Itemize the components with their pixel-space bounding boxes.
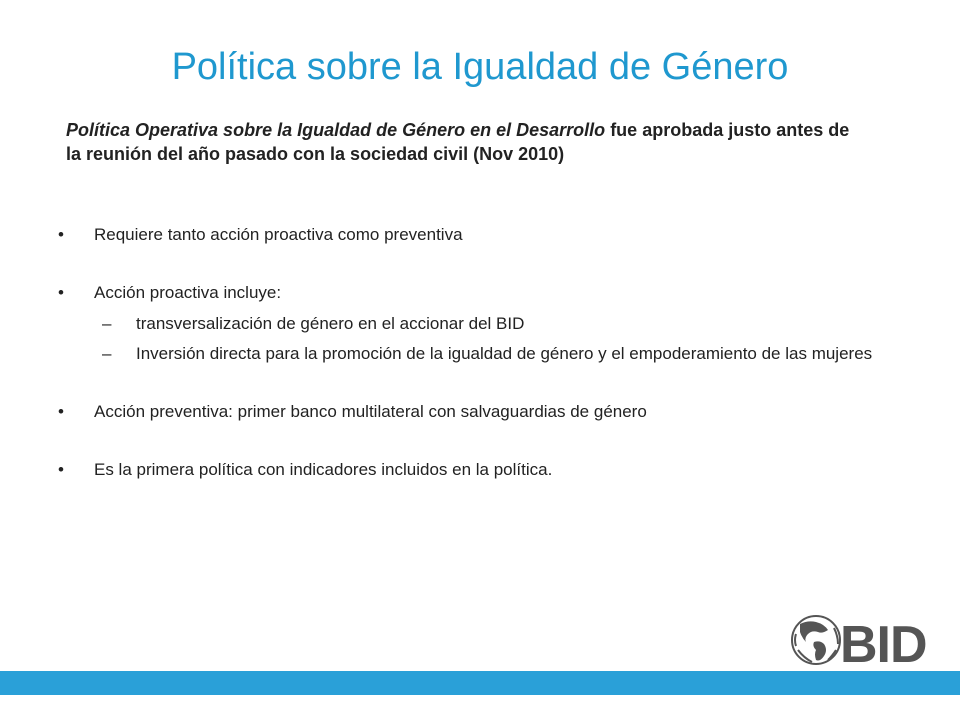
sub-bullet-text: Inversión directa para la promoción de la igualdad de género y el empoderamiento de las mujeres [136,344,873,363]
sub-bullet-item [58,343,918,365]
bid-logo [790,612,930,668]
logo-text: BID [840,616,927,668]
sub-bullet-item [58,313,918,335]
dash-marker: – [102,344,112,363]
bullet-list [58,224,918,481]
bullet-text: Es la primera política con indicadores incluidos en la política. [94,460,553,479]
subtitle-rest: fue aprobada justo antes de la reunión del año pasado con la sociedad civil (Nov 2010) [66,120,850,164]
bullet-item [58,459,918,481]
bullet-marker: • [58,283,64,302]
bullet-marker: • [58,402,64,421]
bullet-text: Requiere tanto acción proactiva como preventiva [94,225,463,244]
bullet-item [58,282,918,304]
bullet-text: Acción preventiva: primer banco multilateral con salvaguardias de género [94,402,647,421]
footer-bar [0,671,960,695]
slide-subtitle [66,118,866,166]
bullet-item [58,401,918,423]
bullet-marker: • [58,225,64,244]
sub-bullet-text: transversalización de género en el accionar del BID [136,314,525,333]
bullet-text: Acción proactiva incluye: [94,283,282,302]
globe-icon [792,616,840,664]
slide-title: Política sobre la Igualdad de Género [171,46,789,88]
dash-marker: – [102,314,112,333]
policy-name: Política Operativa sobre la Igualdad de Género en el Desarrollo [66,120,606,140]
bullet-item [58,224,918,246]
bullet-marker: • [58,460,64,479]
